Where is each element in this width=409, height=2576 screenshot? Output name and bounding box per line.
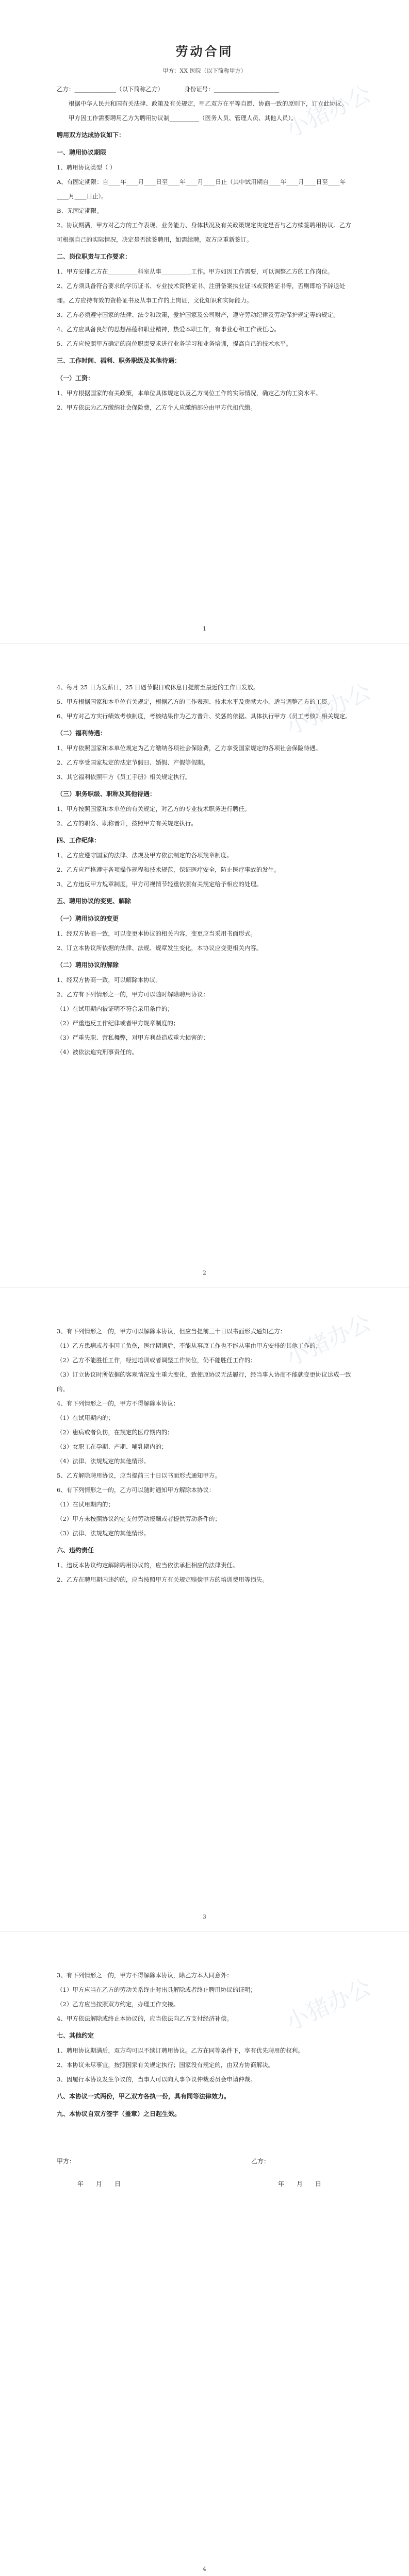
page-3 [0, 1288, 409, 1932]
clause: 2、乙方享受国家规定的法定节假日、婚假、产假等假期。 [57, 759, 209, 766]
date-block [57, 2175, 352, 2193]
clause: 3、其它福利依照甲方《员工手册》相关规定执行。 [57, 773, 191, 781]
clause: A、有固定期限：自____年____月____日至____年____月____日止（其中试用期自____年____月____日至____年____月____日止）。 [57, 178, 346, 200]
party-b-date: 年 月 日 [277, 2180, 321, 2188]
document-title: 劳动合同 [175, 44, 234, 59]
clause: 3、因履行本协议发生争议的，当事人可以向人事争议仲裁委员会申请仲裁。 [57, 2076, 256, 2083]
section-heading: 一、聘用协议期限 [57, 149, 107, 156]
clause: （2）甲方未按照协议约定支付劳动报酬或者提供劳动条件的； [57, 1515, 221, 1522]
watermark-text: 小猪办公 [282, 80, 375, 143]
clause: （2）严重违反工作纪律或者甲方规章制度的； [57, 1020, 179, 1027]
section-heading: 三、工作时间、福利、职务职级及其他待遇： [57, 357, 181, 364]
clause: （2）乙方应当按照双方约定，办理工作交接。 [57, 2001, 179, 2008]
page-number: 2 [203, 1269, 206, 1276]
party-b-signature-label: 乙方： [251, 2158, 270, 2165]
signature-block [57, 2153, 352, 2170]
clause: 2、乙方须具备符合要求的学历证书、专业技术资格证书、注册备案执业证书或资格证书等，否则即给予辞退处理。乙方应持有效的资格证书及从事工作的上岗证，文化知识和实际能力。 [57, 282, 346, 304]
clause: （3）法律、法规规定的其他情形。 [57, 1530, 150, 1537]
section-heading: 四、工作纪律： [57, 837, 101, 844]
clause: 2、乙方应严格遵守各项操作规程和技术规范，保证医疗安全，防止医疗事故的发生。 [57, 866, 280, 873]
clause: 1、违反本协议约定解除聘用协议的，应当依法承担相应的法律责任。 [57, 1562, 239, 1569]
clause: 2、甲方依法为乙方缴纳社会保险费，乙方个人应缴纳部分由甲方代扣代缴。 [57, 404, 256, 411]
subsection-heading: （一）聘用协议的变更 [57, 915, 119, 922]
page-number: 3 [203, 1913, 206, 1920]
watermark-text: 小猪办公 [282, 678, 375, 741]
intro-paragraph: 甲方因工作需要聘用乙方为聘用协议制__________（医务人员、管理人员、其他人员）。 [57, 114, 297, 122]
clause: 2、协议期满，甲方对乙方的工作表现、业务能力、身体状况及有关政策规定决定是否与乙方续签聘用协议。乙方可根据自己的实际情况，决定是否续签聘用，如需续聘，双方应重新签订。 [57, 222, 351, 243]
section-heading: 八、本协议一式两份，甲乙双方各执一份，具有同等法律效力。 [57, 2093, 231, 2100]
clause: 4、有下列情形之一的，甲方不得解除本协议： [57, 1400, 179, 1407]
party-b-line: 乙方：______________（以下简称乙方） 身份证号：______________________ [57, 86, 280, 93]
page-1 [0, 0, 409, 644]
section-heading: 七、其他约定 [57, 2032, 94, 2039]
clause: 1、甲方根据国家的有关政策，本单位具体规定以及乙方岗位工作的实际情况，确定乙方的工资水平。 [57, 389, 322, 397]
clause: 2、乙方的职务、职称晋升，按照甲方有关规定执行。 [57, 820, 197, 827]
clause: 6、甲方对乙方实行绩效考核制度，考核结果作为乙方晋升、奖惩的依据。具体执行甲方《员工考核》相关规定。 [57, 713, 351, 720]
clause: 2、乙方在聘用期内违约的，应当按照甲方有关规定赔偿甲方的培训费用等损失。 [57, 1576, 268, 1583]
clause: （2）乙方不能胜任工作，经过培训或者调整工作岗位，仍不能胜任工作的； [57, 1357, 256, 1364]
clause: 1、乙方应遵守国家的法律、法规及甲方依法制定的各项规章制度。 [57, 852, 233, 859]
clause: （2）患病或者负伤，在规定的医疗期内的； [57, 1429, 173, 1436]
section-heading: 六、违约责任 [57, 1547, 94, 1554]
clause: 1、聘用协议期满后，双方均可以不续订聘用协议。乙方在同等条件下，享有优先聘用的权利。 [57, 2047, 304, 2054]
page-4 [0, 1932, 409, 2576]
clause: （4）法律、法规规定的其他情形。 [57, 1458, 150, 1465]
section-heading: 九、本协议自双方签字（盖章）之日起生效。 [57, 2110, 181, 2117]
clause: 1、经双方协商一致，可以解除本协议。 [57, 976, 161, 984]
clause: 2、订立本协议所依据的法律、法规、规章发生变化，本协议应变更相关内容。 [57, 944, 263, 952]
clause: （1）在试用期内的； [57, 1414, 114, 1421]
clause: 1、经双方协商一致，可以变更本协议的相关内容，变更应当采用书面形式。 [57, 930, 256, 937]
clause: （3）严重失职、营私舞弊，对甲方利益造成重大损害的； [57, 1034, 209, 1041]
section-heading: 五、聘用协议的变更、解除 [57, 897, 132, 905]
clause: （1）乙方患病或者非因工负伤，医疗期满后，不能从事原工作也不能从事由甲方安排的其他工作的； [57, 1342, 322, 1349]
subsection-heading: （二）福利待遇： [57, 730, 107, 737]
watermark-text: 小猪办公 [282, 1309, 375, 1372]
clause: 3、乙方必须遵守国家的法律、法令和政策，爱护国家及公司财产，遵守劳动纪律及劳动保护规定等的规定。 [57, 311, 339, 318]
clause: （1）在试用期内被证明不符合录用条件的； [57, 1005, 173, 1012]
clause: （3）女职工在孕期、产期、哺乳期内的； [57, 1443, 168, 1450]
clause: 4、乙方应具备良好的思想品德和职业精神，热爱本职工作，有事业心和工作责任心。 [57, 326, 280, 333]
clause: 6、有下列情形之一的，乙方可以随时通知甲方解除本协议： [57, 1486, 215, 1494]
clause: （1）甲方应当在乙方的劳动关系终止时出具解除或者终止聘用协议的证明； [57, 1986, 256, 1993]
clause: 1、聘用协议类型（ ） [57, 164, 116, 171]
clause: 2、乙方有下列情形之一的，甲方可以随时解除聘用协议： [57, 991, 209, 998]
subsection-heading: （二）聘用协议的解除 [57, 961, 119, 969]
party-a-date: 年 月 日 [77, 2180, 121, 2188]
clause: （3）订立协议时所依据的客观情况发生重大变化，致使原协议无法履行，经当事人协商不能就变更协议达成一致的。 [57, 1371, 351, 1393]
clause: B、无固定期限。 [57, 207, 103, 214]
subsection-heading: （三）职务职级、职称及其他待遇： [57, 790, 156, 798]
page-number: 1 [203, 625, 206, 632]
clause: 4、甲方依法解除或终止本协议的，应当依法向乙方支付经济补偿。 [57, 2015, 233, 2022]
clause: 3、有下列情形之一的，甲方可以解除本协议，但应当提前三十日以书面形式通知乙方： [57, 1328, 286, 1335]
party-a-signature-label: 甲方： [57, 2158, 76, 2165]
clause: 1、甲方按照国家和本单位的有关规定，对乙方的专业技术职务进行聘任。 [57, 805, 251, 812]
subsection-heading: （一）工资： [57, 375, 94, 382]
clause: 3、有下列情形之一的，甲方不得解除本协议，除乙方本人同意外： [57, 1972, 233, 1979]
clause: 5、乙方解除聘用协议，应当提前三十日以书面形式通知甲方。 [57, 1472, 221, 1479]
clause: 5、甲方根据国家和本单位有关规定，根据乙方的工作表现、技术水平及贡献大小，适当调整乙方的工资。 [57, 698, 334, 705]
clause: （4）被依法追究刑事责任的。 [57, 1048, 138, 1056]
watermark-text: 小猪办公 [282, 1974, 375, 2037]
intro-paragraph: 根据中华人民共和国有关法律、政策及有关规定，甲乙双方在平等自愿、协商一致的原则下，订立此协议。 [57, 100, 348, 107]
page-number: 4 [203, 2566, 206, 2572]
agreement-heading: 聘用双方达成协议如下： [57, 131, 125, 139]
clause: 3、乙方违反甲方规章制度，甲方可视情节轻重依照有关规定给予相应的处理。 [57, 880, 263, 888]
clause: （1）在试用期内的； [57, 1501, 114, 1508]
section-heading: 二、岗位职责与工作要求： [57, 253, 132, 260]
clause: 1、甲方依照国家和本单位规定为乙方缴纳各项社会保险费，乙方享受国家规定的各项社会保险待遇。 [57, 744, 322, 752]
clause: 4、每月 25 日为发薪日，25 日遇节假日或休息日提前至最近的工作日发放。 [57, 684, 259, 691]
contract-party-a: 甲方：XX 医院（以下简称甲方） [162, 67, 247, 74]
page-2 [0, 644, 409, 1288]
clause: 5、乙方应按照甲方确定的岗位职责要求进行业务学习和业务培训，提高自己的技术水平。 [57, 340, 292, 347]
clause: 1、甲方安排乙方在__________科室从事__________工作。甲方如因工作需要，可以调整乙方的工作岗位。 [57, 268, 334, 275]
clause: 2、本协议未尽事宜，按照国家有关规定执行；国家没有规定的，由双方协商解决。 [57, 2061, 274, 2069]
